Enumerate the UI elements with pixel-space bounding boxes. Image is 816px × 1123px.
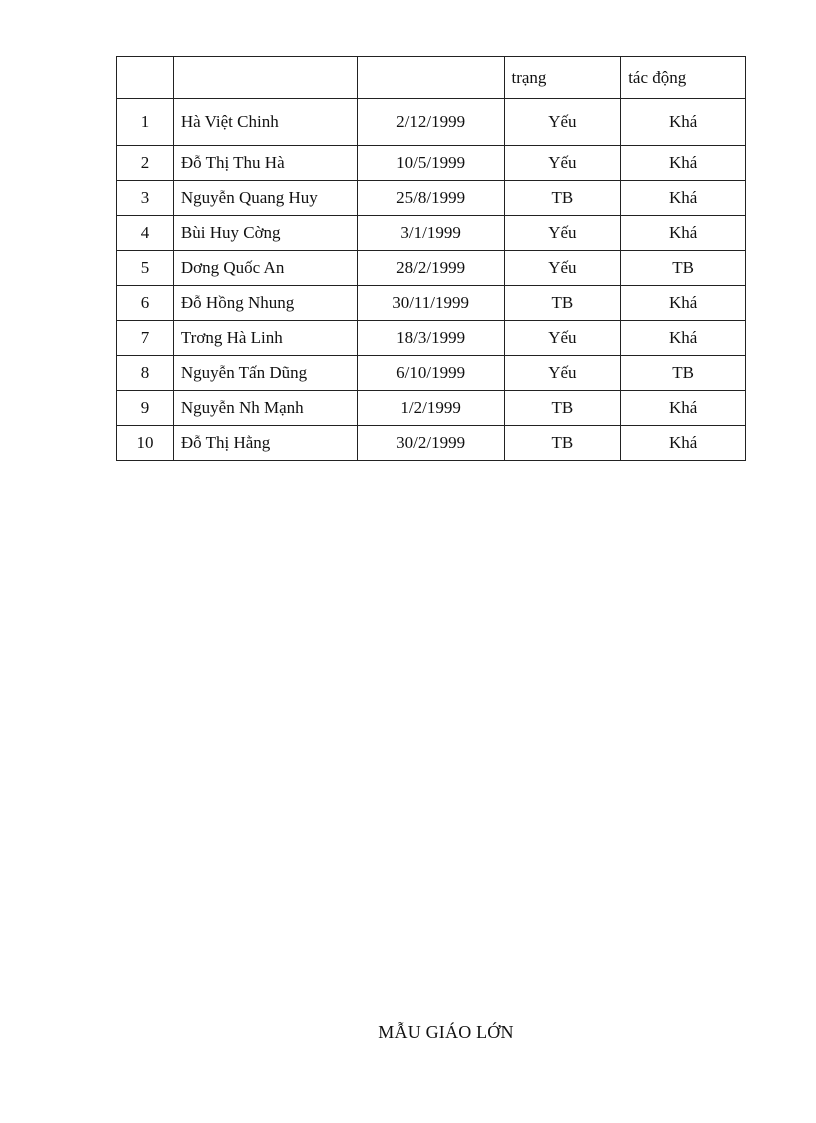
cell-number: 3 (117, 181, 174, 216)
cell-birthdate: 2/12/1999 (357, 99, 504, 146)
cell-status: Yếu (504, 321, 621, 356)
table-row (117, 286, 746, 321)
table-row (117, 356, 746, 391)
cell-impact: Khá (621, 146, 746, 181)
cell-status: TB (504, 286, 621, 321)
table-row (117, 146, 746, 181)
cell-impact: Khá (621, 286, 746, 321)
cell-number: 1 (117, 99, 174, 146)
cell-birthdate: 30/2/1999 (357, 426, 504, 461)
cell-name: Nguyễn Tấn Dũng (173, 356, 357, 391)
cell-impact: Khá (621, 99, 746, 146)
cell-status: Yếu (504, 251, 621, 286)
class-title: MẪU GIÁO LỚN (378, 1022, 514, 1042)
cell-number: 5 (117, 251, 174, 286)
table-row (117, 426, 746, 461)
cell-status: TB (504, 181, 621, 216)
cell-name: Trơng Hà Linh (173, 321, 357, 356)
cell-number: 6 (117, 286, 174, 321)
cell-status: Yếu (504, 146, 621, 181)
table-row (117, 251, 746, 286)
cell-number: 8 (117, 356, 174, 391)
cell-name: Bùi Huy Cờng (173, 216, 357, 251)
cell-name: Đỗ Hồng Nhung (173, 286, 357, 321)
cell-birthdate: 3/1/1999 (357, 216, 504, 251)
cell-status: Yếu (504, 216, 621, 251)
cell-impact: TB (621, 251, 746, 286)
cell-number: 7 (117, 321, 174, 356)
header-cell-impact: tác động (621, 57, 746, 99)
cell-birthdate: 25/8/1999 (357, 181, 504, 216)
cell-number: 9 (117, 391, 174, 426)
cell-name: Nguyễn Nh Mạnh (173, 391, 357, 426)
cell-birthdate: 28/2/1999 (357, 251, 504, 286)
header-cell-date (357, 57, 504, 99)
cell-status: Yếu (504, 99, 621, 146)
table-row (117, 216, 746, 251)
header-cell-number (117, 57, 174, 99)
cell-name: Hà Việt Chinh (173, 99, 357, 146)
cell-impact: Khá (621, 321, 746, 356)
cell-impact: Khá (621, 426, 746, 461)
cell-birthdate: 6/10/1999 (357, 356, 504, 391)
cell-status: TB (504, 426, 621, 461)
header-cell-status: trạng (504, 57, 621, 99)
cell-impact: Khá (621, 181, 746, 216)
cell-name: Đỗ Thị Thu Hà (173, 146, 357, 181)
cell-impact: TB (621, 356, 746, 391)
student-table (116, 56, 746, 461)
header-cell-name (173, 57, 357, 99)
table-row (117, 391, 746, 426)
cell-number: 4 (117, 216, 174, 251)
table-header-row (117, 57, 746, 99)
cell-name: Dơng Quốc An (173, 251, 357, 286)
cell-name: Nguyễn Quang Huy (173, 181, 357, 216)
cell-birthdate: 30/11/1999 (357, 286, 504, 321)
cell-status: Yếu (504, 356, 621, 391)
cell-birthdate: 10/5/1999 (357, 146, 504, 181)
table-row (117, 99, 746, 146)
cell-name: Đỗ Thị Hằng (173, 426, 357, 461)
cell-impact: Khá (621, 391, 746, 426)
table-row (117, 181, 746, 216)
cell-number: 2 (117, 146, 174, 181)
cell-number: 10 (117, 426, 174, 461)
table-row (117, 321, 746, 356)
cell-impact: Khá (621, 216, 746, 251)
cell-birthdate: 1/2/1999 (357, 391, 504, 426)
cell-status: TB (504, 391, 621, 426)
cell-birthdate: 18/3/1999 (357, 321, 504, 356)
